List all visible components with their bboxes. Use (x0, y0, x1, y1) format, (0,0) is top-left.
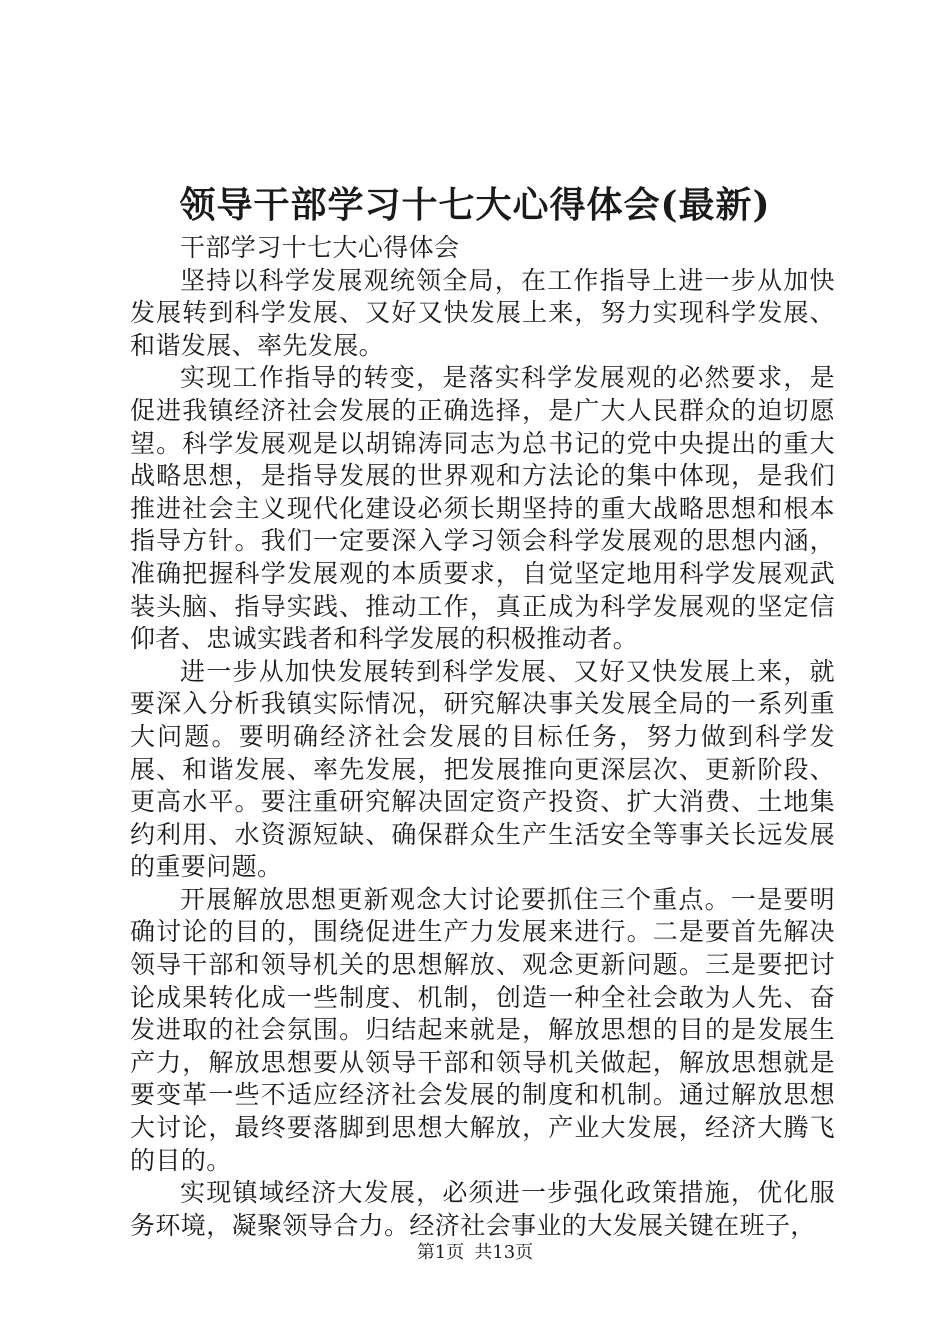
paragraph: 开展解放思想更新观念大讨论要抓住三个重点。一是要明确讨论的目的，围绕促进生产力发展来进行。二是要首先解决领导干部和领导机关的思想解放、观念更新问题。三是要把讨论成果转化成一些制度、机制，创造一种全社会敢为人先、奋发进取的社会氛围。归结起来就是，解放思想的目的是发展生产力，解放思想要从领导干部和领导机关做起，解放思想就是要变革一些不适应经济社会发展的制度和机制。通过解放思想大讨论，最终要落脚到思想大解放，产业大发展，经济大腾飞的目的。 (130, 884, 835, 1175)
paragraph-subtitle: 干部学习十七大心得体会 (180, 233, 460, 262)
paragraph: 实现镇域经济大发展，必须进一步强化政策措施，优化服务环境，凝聚领导合力。经济社会事业的大发展关键在班子， (130, 1178, 835, 1240)
paragraph: 坚持以科学发展观统领全局，在工作指导上进一步从加快发展转到科学发展、又好又快发展上来，努力实现科学发展、和谐发展、率先发展。 (130, 265, 835, 360)
paragraph: 进一步从加快发展转到科学发展、又好又快发展上来，就要深入分析我镇实际情况，研究解决事关发展全局的一系列重大问题。要明确经济社会发展的目标任务，努力做到科学发展、和谐发展、率先发展，把发展推向更深层次、更新阶段、更高水平。要注重研究解决固定资产投资、扩大消费、土地集约利用、水资源短缺、确保群众生产生活安全等事关长远发展的重要问题。 (130, 656, 835, 882)
page-total: 共13页 (474, 1242, 534, 1263)
document-body (130, 232, 835, 1242)
page-number: 第1页 (416, 1242, 465, 1263)
document-title: 领导干部学习十七大心得体会(最新) (179, 184, 771, 226)
paragraph: 实现工作指导的转变，是落实科学发展观的必然要求，是促进我镇经济社会发展的正确选择，是广大人民群众的迫切愿望。科学发展观是以胡锦涛同志为总书记的党中央提出的重大战略思想，是指导发展的世界观和方法论的集中体现，是我们推进社会主义现代化建设必须长期坚持的重大战略思想和根本指导方针。我们一定要深入学习领会科学发展观的思想内涵，准确把握科学发展观的本质要求，自觉坚定地用科学发展观武装头脑、指导实践、推动工作，真正成为科学发展观的坚定信仰者、忠诚实践者和科学发展的积极推动者。 (130, 363, 835, 654)
page-footer (0, 1240, 950, 1266)
